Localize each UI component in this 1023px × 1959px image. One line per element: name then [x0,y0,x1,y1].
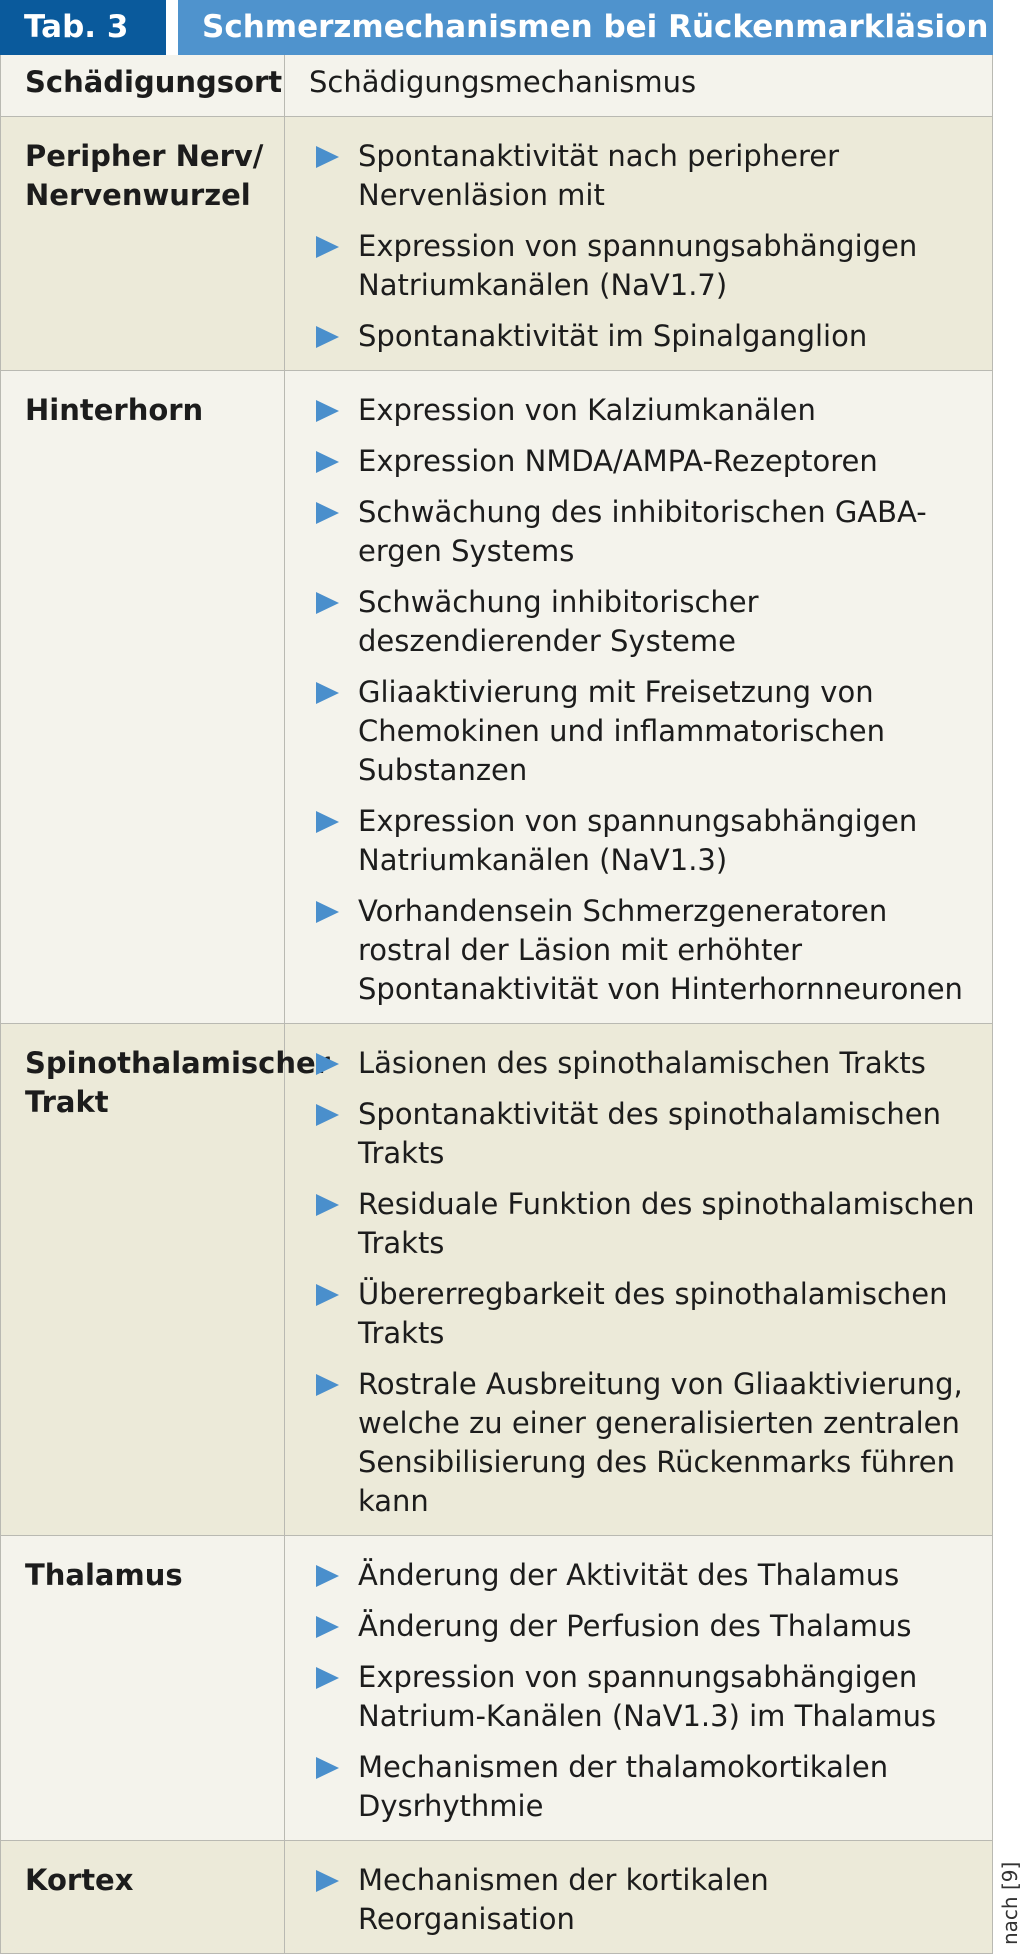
mechanism-text: Vorhandensein Schmerzgeneratoren rostral der Läsion mit erhöhter Spontanaktivität von Hinterhornneuronen [358,894,963,1006]
triangle-right-icon [316,1565,339,1587]
table-row [1,1536,993,1841]
table-row [1,1024,993,1536]
site-label: Spinothalamischer Trakt [25,1046,330,1119]
triangle-right-icon [316,1870,339,1892]
site-cell [1,371,285,1024]
mechanism-text: Expression NMDA/AMPA-Rezeptoren [358,444,878,478]
mechanism-list [285,1841,992,1953]
list-item [285,1185,978,1263]
source-note: nach [9] [998,1861,1022,1945]
triangle-right-icon [316,592,339,614]
triangle-right-icon [316,1374,339,1396]
list-item [285,892,978,1009]
mechanism-text: Expression von Kalziumkanälen [358,393,816,427]
mechanism-text: Expression von spannungsabhängigen Natriumkanälen (NaV1.3) [358,804,918,877]
mechanism-cell [285,117,993,371]
site-cell [1,1536,285,1841]
mechanism-cell [285,371,993,1024]
site-label: Hinterhorn [25,393,204,427]
triangle-right-icon [316,811,339,833]
site-label: Kortex [25,1863,134,1897]
triangle-right-icon [316,400,339,422]
mechanism-cell [285,1024,993,1536]
table-row [1,117,993,371]
mechanism-table [0,55,993,1954]
mechanism-list [285,371,992,1023]
table-title-bar [0,0,993,55]
mechanism-text: Läsionen des spinothalamischen Trakts [358,1046,926,1080]
triangle-right-icon [316,1667,339,1689]
mechanism-text: Spontanaktivität nach peripherer Nervenläsion mit [358,139,840,212]
list-item [285,1658,978,1736]
triangle-right-icon [316,682,339,704]
list-item [285,1748,978,1826]
list-item [285,1556,978,1595]
list-item [285,317,978,356]
triangle-right-icon [316,1284,339,1306]
list-item [285,1861,978,1939]
list-item [285,1275,978,1353]
header-row [1,55,993,117]
column-header-mechanism: Schädigungsmechanismus [285,55,993,117]
site-cell [1,117,285,371]
list-item [285,802,978,880]
list-item [285,137,978,215]
site-cell [1,1841,285,1954]
list-item [285,493,978,571]
mechanism-text: Änderung der Aktivität des Thalamus [358,1558,900,1592]
table-title: Schmerzmechanismen bei Rückenmarkläsion [178,0,993,55]
mechanism-cell [285,1536,993,1841]
list-item [285,583,978,661]
triangle-right-icon [316,1757,339,1779]
list-item [285,391,978,430]
triangle-right-icon [316,1194,339,1216]
triangle-right-icon [316,451,339,473]
list-item [285,673,978,790]
mechanism-list [285,1536,992,1840]
triangle-right-icon [316,236,339,258]
mechanism-text: Rostrale Ausbreitung von Gliaaktivierung, welche zu einer generalisierten zentralen Sensibilisierung des Rückenmarks führen kann [358,1367,963,1518]
list-item [285,442,978,481]
mechanism-text: Spontanaktivität des spinothalamischen Trakts [358,1097,941,1170]
triangle-right-icon [316,1104,339,1126]
mechanism-text: Gliaaktivierung mit Freisetzung von Chemokinen und inflammatorischen Substanzen [358,675,886,787]
site-label: Thalamus [25,1558,183,1592]
list-item [285,227,978,305]
table-row [1,1841,993,1954]
triangle-right-icon [316,326,339,348]
mechanism-text: Spontanaktivität im Spinalganglion [358,319,868,353]
mechanism-text: Expression von spannungsabhängigen Natriumkanälen (NaV1.7) [358,229,918,302]
mechanism-text: Änderung der Perfusion des Thalamus [358,1609,912,1643]
mechanism-text: Übererregbarkeit des spinothalamischen Trakts [358,1277,948,1350]
site-label: Peripher Nerv/ Nervenwurzel [25,139,264,212]
triangle-right-icon [316,146,339,168]
list-item [285,1095,978,1173]
table-body [1,117,993,1954]
mechanism-text: Expression von spannungsabhängigen Natrium-Kanälen (NaV1.3) im Thalamus [358,1660,937,1733]
table-number-label: Tab. 3 [0,0,166,55]
table-row [1,371,993,1024]
mechanism-text: Schwächung inhibitorischer deszendierender Systeme [358,585,759,658]
triangle-right-icon [316,1616,339,1638]
mechanism-text: Schwächung des inhibitorischen GABA-ergen Systems [358,495,927,568]
list-item [285,1365,978,1521]
list-item [285,1607,978,1646]
mechanism-text: Residuale Funktion des spinothalamischen Trakts [358,1187,975,1260]
mechanism-list [285,1024,992,1535]
triangle-right-icon [316,901,339,923]
mechanism-text: Mechanismen der kortikalen Reorganisation [358,1863,769,1936]
column-header-site: Schädigungsort [1,55,285,117]
triangle-right-icon [316,1053,339,1075]
mechanism-text: Mechanismen der thalamokortikalen Dysrhythmie [358,1750,889,1823]
mechanism-list [285,117,992,370]
triangle-right-icon [316,502,339,524]
mechanism-cell [285,1841,993,1954]
list-item [285,1044,978,1083]
site-cell [1,1024,330,1536]
